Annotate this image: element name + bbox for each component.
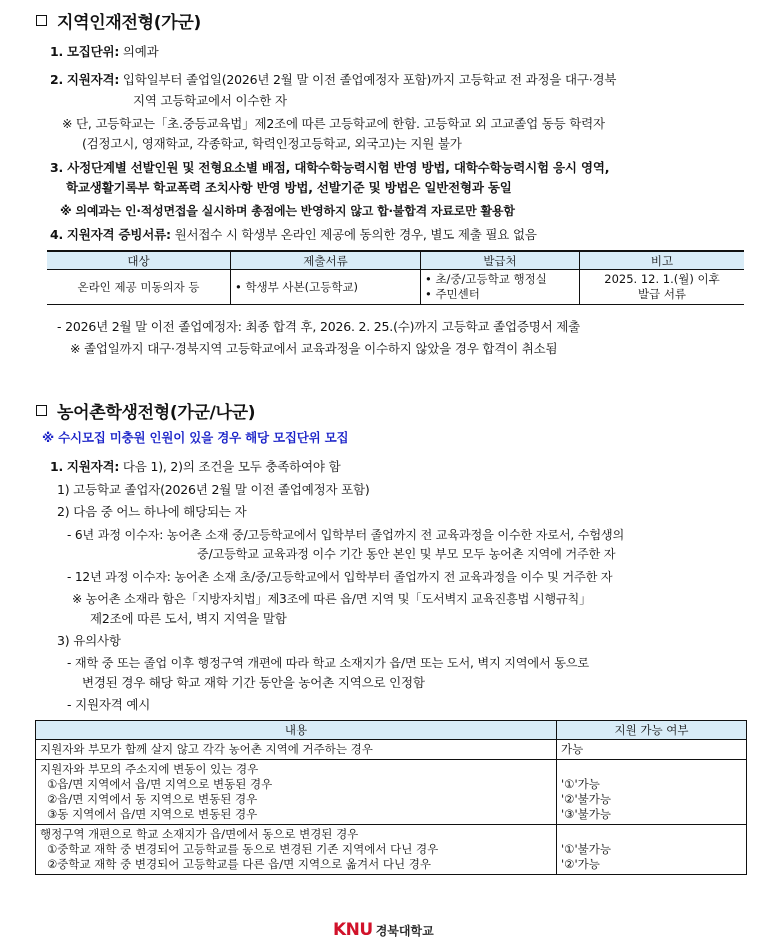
item-text: 다음 1), 2)의 조건을 모두 충족하여야 함 — [122, 459, 341, 474]
table-header-row — [47, 251, 744, 270]
condition-2a-cont: 중/고등학교 교육과정 이수 기간 동안 본인 및 부모 모두 농어촌 지역에 거주한 자 — [197, 547, 616, 561]
result-line: '①'불가능 — [561, 842, 611, 856]
condition-2b: - 12년 과정 이수자: 농어촌 소재 초/중/고등학교에서 입학부터 졸업까지 전 교육과정을 이수 및 거주한 자 — [67, 570, 613, 584]
table-header: 내용 — [36, 721, 557, 740]
item-text: 입학일부터 졸업일(2026년 2월 말 이전 졸업예정자 포함)까지 고등학교 전 과정을 대구·경북 — [122, 72, 617, 87]
row-title: 행정구역 개편으로 학교 소재지가 읍/면에서 동으로 변경된 경우 — [40, 827, 359, 841]
row-line: ②읍/면 지역에서 동 지역으로 변동된 경우 — [47, 792, 258, 806]
condition-3a: - 재학 중 또는 졸업 이후 행정구역 개편에 따라 학교 소재지가 읍/면 또는 도서, 벽지 지역에서 동으로 — [67, 656, 589, 670]
notice-text: ※ 수시모집 미충원 인원이 있을 경우 해당 모집단위 모집 — [42, 430, 349, 445]
table-cell: 가능 — [557, 740, 747, 760]
table-header: 비고 — [580, 251, 745, 270]
item-num: 1. — [50, 44, 64, 59]
item-4 — [50, 227, 537, 243]
section2-title — [36, 398, 255, 423]
table-cell — [36, 760, 557, 825]
table-header: 발급처 — [421, 251, 580, 270]
graduation-note: - 2026년 2월 말 이전 졸업예정자: 최종 합격 후, 2026. 2. 25.(수)까지 고등학교 졸업증명서 제출 — [57, 319, 581, 334]
item-2-cont: 지역 고등학교에서 이수한 자 — [133, 93, 287, 108]
knu-logo-mark: KNU — [333, 920, 373, 940]
item-text: 사정단계별 선발인원 및 전형요소별 배점, 대학수학능력시험 반영 방법, 대학수학능력시험 응시 영역, — [67, 160, 610, 175]
item-2-note-2: (검정고시, 영재학교, 각종학교, 학력인정고등학교, 외국고)는 지원 불가 — [82, 136, 462, 151]
remark-line: 발급 서류 — [637, 287, 687, 301]
table-header: 지원 가능 여부 — [557, 721, 747, 740]
result-line: '②'가능 — [561, 857, 600, 871]
item-3 — [50, 160, 609, 176]
table-cell — [580, 270, 745, 305]
checkbox-square-icon — [36, 15, 47, 26]
item-3-cont: 학교생활기록부 학교폭력 조치사항 반영 방법, 선발기준 및 방법은 일반전형과 동일 — [66, 180, 512, 195]
table-cell — [421, 270, 580, 305]
condition-3: 3) 유의사항 — [57, 633, 121, 648]
result-line: '①'가능 — [561, 777, 600, 791]
table-row — [36, 825, 747, 875]
condition-2-note: ※ 농어촌 소재라 함은「지방자치법」제3조에 따른 읍/면 지역 및「도서벽지 교육진흥법 시행규칙」 — [72, 592, 592, 606]
table-cell: • 학생부 사본(고등학교) — [231, 270, 421, 305]
row-title: 지원자와 부모의 주소지에 변동이 있는 경우 — [40, 762, 259, 776]
item-label: 지원자격 증빙서류: — [66, 227, 171, 242]
table-cell — [557, 760, 747, 825]
table-cell: 지원자와 부모가 함께 살지 않고 각각 농어촌 지역에 거주하는 경우 — [36, 740, 557, 760]
university-logo — [333, 920, 434, 940]
table-header-row — [36, 721, 747, 740]
table-row — [36, 760, 747, 825]
condition-3a-cont: 변경된 경우 해당 학교 재학 기간 동안을 농어촌 지역으로 인정함 — [82, 675, 425, 690]
item-3-note: ※ 의예과는 인·적성면접을 실시하며 총점에는 반영하지 않고 합·불합격 자료로만 활용함 — [60, 204, 515, 218]
table-header: 대상 — [47, 251, 231, 270]
documents-table — [47, 250, 744, 305]
eligibility-table — [35, 720, 747, 875]
result-line: '②'불가능 — [561, 792, 611, 806]
table-row — [36, 740, 747, 760]
remark-line: 2025. 12. 1.(월) 이후 — [604, 272, 720, 286]
item-1 — [50, 44, 159, 60]
item-label: 모집단위: — [66, 44, 120, 59]
section1-title — [36, 8, 201, 33]
item-label: 지원자격: — [66, 459, 120, 474]
item-text: 원서접수 시 학생부 온라인 제공에 동의한 경우, 별도 제출 필요 없음 — [174, 227, 537, 242]
item-text: 의예과 — [122, 44, 159, 59]
condition-2a: - 6년 과정 이수자: 농어촌 소재 중/고등학교에서 입학부터 졸업까지 전 교육과정을 이수한 자로서, 수험생의 — [67, 528, 625, 542]
item-num: 1. — [50, 459, 64, 474]
table-row — [47, 270, 744, 305]
item-2-note-1: ※ 단, 고등학교는「초.중등교육법」제2조에 따른 고등학교에 한함. 고등학교 외 고교졸업 동등 학력자 — [62, 116, 605, 131]
item-label: 지원자격: — [66, 72, 120, 87]
row-line: ②중학교 재학 중 변경되어 고등학교를 다른 읍/면 지역으로 옮겨서 다닌 경우 — [47, 857, 432, 871]
s2-item-1 — [50, 459, 340, 475]
university-name: 경북대학교 — [375, 924, 434, 938]
table-cell: 온라인 제공 미동의자 등 — [77, 280, 200, 294]
condition-1: 1) 고등학교 졸업자(2026년 2월 말 이전 졸업예정자 포함) — [57, 482, 370, 497]
item-2 — [50, 72, 616, 88]
result-line: '③'불가능 — [561, 807, 611, 821]
section1-title-text: 지역인재전형(가군) — [57, 13, 201, 33]
issuer-line: • 주민센터 — [425, 287, 480, 301]
row-line: ③동 지역에서 읍/면 지역으로 변동된 경우 — [47, 807, 258, 821]
condition-3b: - 지원자격 예시 — [67, 697, 151, 712]
cancel-note: ※ 졸업일까지 대구·경북지역 고등학교에서 교육과정을 이수하지 않았을 경우 합격이 취소됨 — [70, 341, 558, 356]
condition-2-note-cont: 제2조에 따른 도서, 벽지 지역을 말함 — [90, 611, 287, 626]
table-cell — [36, 825, 557, 875]
row-line: ①읍/면 지역에서 읍/면 지역으로 변동된 경우 — [47, 777, 273, 791]
table-cell — [557, 825, 747, 875]
table-header: 제출서류 — [231, 251, 421, 270]
checkbox-square-icon — [36, 405, 47, 416]
section2-title-text: 농어촌학생전형(가군/나군) — [57, 403, 256, 423]
row-line: ①중학교 재학 중 변경되어 고등학교를 동으로 변경된 기존 지역에서 다닌 경우 — [47, 842, 439, 856]
condition-2: 2) 다음 중 어느 하나에 해당되는 자 — [57, 504, 247, 519]
item-num: 4. — [50, 227, 64, 242]
item-num: 2. — [50, 72, 64, 87]
item-num: 3. — [50, 160, 64, 175]
issuer-line: • 초/중/고등학교 행정실 — [425, 272, 547, 286]
